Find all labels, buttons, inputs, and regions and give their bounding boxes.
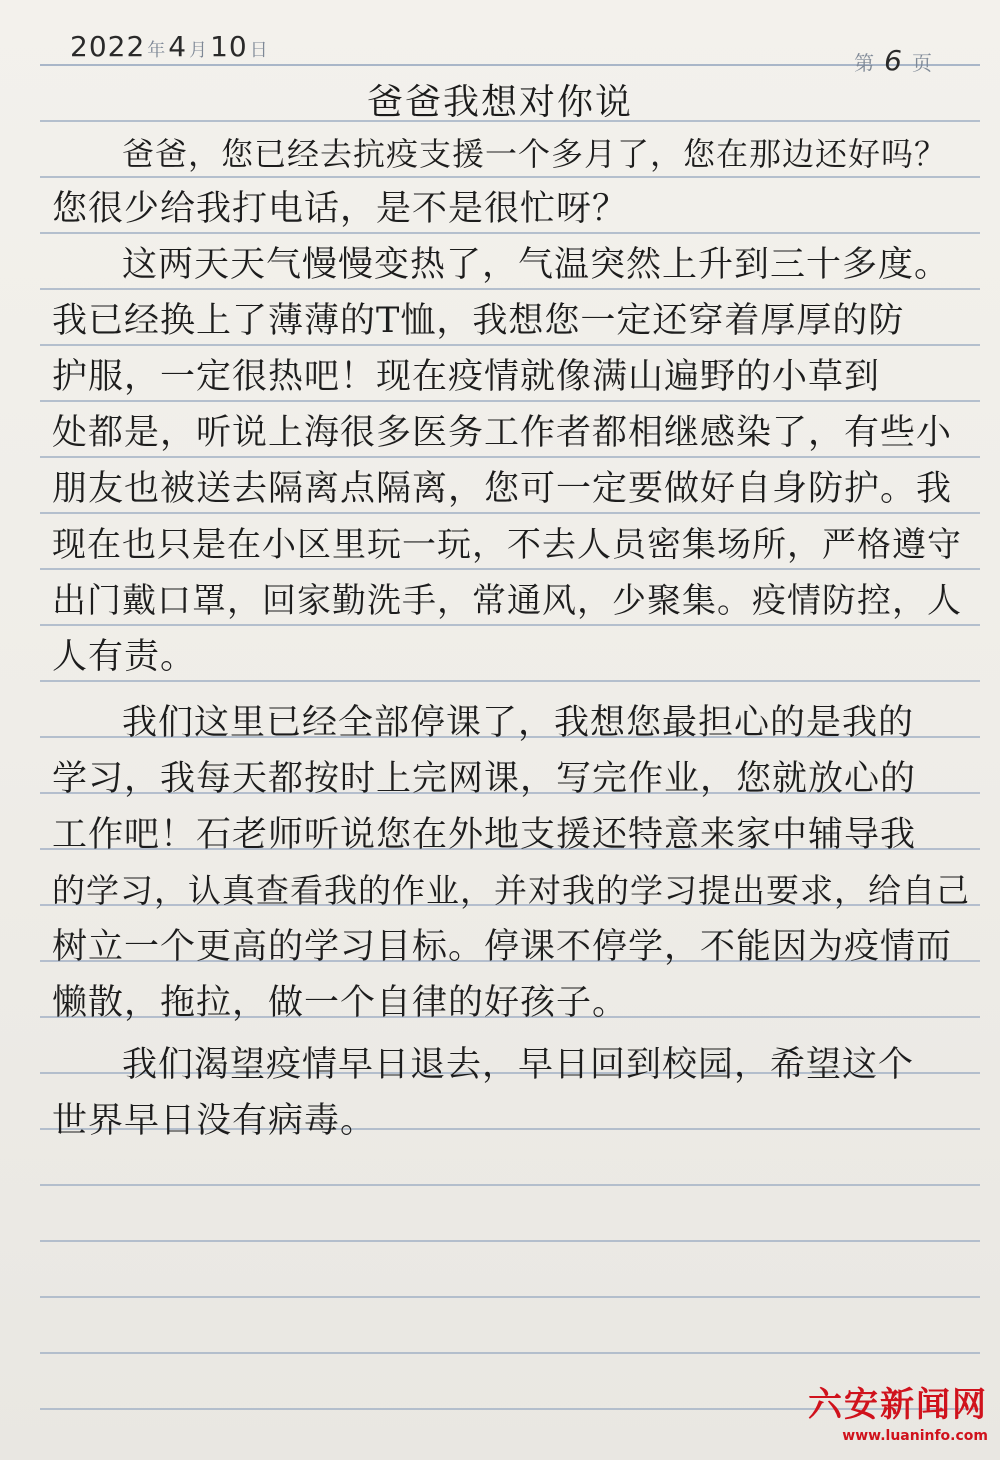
text-line: 我们渴望疫情早日退去，早日回到校园，希望这个 xyxy=(122,1045,915,1085)
text-line: 懒散，拖拉，做一个自律的好孩子。 xyxy=(52,983,629,1023)
ruled-line xyxy=(40,344,980,346)
text-line: 这两天天气慢慢变热了，气温突然上升到三十多度。 xyxy=(122,245,951,285)
date-month: 4 xyxy=(168,30,188,63)
ruled-line xyxy=(40,512,980,514)
text-line: 现在也只是在小区里玩一玩，不去人员密集场所，严格遵守 xyxy=(52,525,962,565)
text-line: 人有责。 xyxy=(52,637,197,677)
letter-title: 爸爸我想对你说 xyxy=(366,82,633,123)
text-line: 您很少给我打电话，是不是很忙呀？ xyxy=(52,189,629,229)
ruled-line xyxy=(40,1240,980,1242)
text-line: 世界早日没有病毒。 xyxy=(52,1101,377,1141)
ruled-line xyxy=(40,1184,980,1186)
ruled-line xyxy=(40,680,980,682)
site-watermark xyxy=(808,1377,988,1444)
entry-date xyxy=(70,30,271,63)
ruled-line xyxy=(40,456,980,458)
text-line: 爸爸，您已经去抗疫支援一个多月了，您在那边还好吗？ xyxy=(122,135,948,173)
text-line: 学习，我每天都按时上完网课，写完作业，您就放心的 xyxy=(52,759,917,799)
ruled-line xyxy=(40,1352,980,1354)
page-prefix: 第 xyxy=(854,51,875,75)
watermark-url: www.luaninfo.com xyxy=(842,1428,988,1444)
text-line: 树立一个更高的学习目标。停课不停学，不能因为疫情而 xyxy=(52,927,953,967)
text-line: 的学习，认真查看我的作业，并对我的学习提出要求，给自己 xyxy=(52,871,970,910)
text-line: 朋友也被送去隔离点隔离，您可一定要做好自身防护。我 xyxy=(52,469,953,509)
text-line: 工作吧！石老师听说您在外地支援还特意来家中辅导我 xyxy=(52,815,917,855)
page-number-value: 6 xyxy=(884,44,902,77)
ruled-line xyxy=(40,232,980,234)
date-year: 2022 xyxy=(70,30,146,63)
ruled-line xyxy=(40,176,980,178)
text-line: 出门戴口罩，回家勤洗手，常通风，少聚集。疫情防控，人 xyxy=(52,581,962,621)
ruled-line xyxy=(40,568,980,570)
page-number xyxy=(854,44,932,77)
text-line: 我们这里已经全部停课了，我想您最担心的是我的 xyxy=(122,703,915,743)
date-day-unit: 日 xyxy=(249,40,269,61)
text-line: 我已经换上了薄薄的T恤，我想您一定还穿着厚厚的防 xyxy=(52,301,905,341)
header-rule xyxy=(40,64,980,66)
ruled-line xyxy=(40,400,980,402)
ruled-line xyxy=(40,288,980,290)
date-year-unit: 年 xyxy=(147,40,167,61)
date-day: 10 xyxy=(210,30,248,63)
page-suffix: 页 xyxy=(912,51,932,75)
date-month-unit: 月 xyxy=(189,40,209,61)
text-line: 护服，一定很热吧！现在疫情就像满山遍野的小草到 xyxy=(52,357,881,397)
ruled-line xyxy=(40,624,980,626)
watermark-brand: 六安新闻网 xyxy=(808,1385,988,1425)
ruled-line xyxy=(40,1296,980,1298)
text-line: 处都是，听说上海很多医务工作者都相继感染了，有些小 xyxy=(52,413,953,453)
